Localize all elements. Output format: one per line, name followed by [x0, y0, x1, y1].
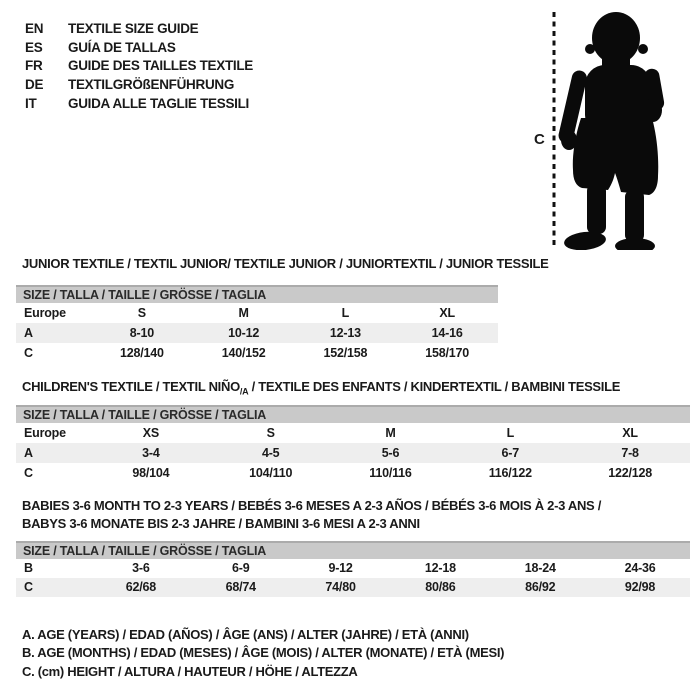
size-cell: S [137, 306, 146, 320]
value-cell: 6-7 [501, 446, 520, 460]
size-header-bar: SIZE / TALLA / TAILLE / GRÖSSE / TAGLIA [16, 541, 690, 559]
legend-line-a: A. AGE (YEARS) / EDAD (AÑOS) / ÂGE (ANS) / ALTER (JAHRE) / ETÀ (ANNI) [22, 627, 469, 642]
lang-code: FR [25, 58, 43, 74]
lang-row-fr [25, 57, 253, 76]
toddler-silhouette [557, 12, 665, 250]
value-cell: 104/110 [249, 466, 293, 480]
table-row-age [16, 443, 690, 463]
size-header-bar: SIZE / TALLA / TAILLE / GRÖSSE / TAGLIA [16, 285, 498, 303]
value-cell: 9-12 [328, 561, 353, 575]
size-cell: S [266, 426, 275, 440]
table-row-height [16, 463, 690, 483]
table-row-age [16, 323, 498, 343]
value-cell: 140/152 [221, 346, 266, 360]
lang-code: ES [25, 39, 43, 55]
children-title-sub: /A [239, 386, 249, 397]
value-cell: 86/92 [525, 580, 556, 594]
lang-row-it [25, 95, 253, 114]
value-cell: 6-9 [232, 561, 250, 575]
table-row-height [16, 578, 690, 597]
size-cell: XS [142, 426, 160, 440]
lang-code: IT [25, 95, 37, 111]
lang-title: TEXTILGRÖßENFÜHRUNG [68, 77, 235, 93]
value-cell: 8-10 [129, 326, 154, 340]
value-cell: 116/122 [488, 466, 532, 480]
size-header-bar: SIZE / TALLA / TAILLE / GRÖSSE / TAGLIA [16, 405, 690, 423]
children-title-rest: / TEXTILE DES ENFANTS / KINDERTEXTIL / BAMBINI TESSILE [248, 379, 621, 394]
value-cell: 128/140 [119, 346, 164, 360]
table-row-months [16, 559, 690, 578]
value-cell: 122/128 [608, 466, 652, 480]
legend-line-b: B. AGE (MONTHS) / EDAD (MESES) / ÂGE (MOIS) / ALTER (MONATE) / ETÀ (MESI) [22, 645, 505, 661]
row-label: A [24, 326, 33, 340]
row-label: C [24, 466, 33, 480]
lang-title: GUÍA DE TALLAS [68, 39, 176, 55]
children-title-main: CHILDREN'S TEXTILE / TEXTIL NIÑO [22, 379, 240, 394]
height-measure-label: C [534, 131, 545, 148]
row-label: Europe [24, 306, 66, 320]
value-cell: 7-8 [621, 446, 639, 460]
row-label: B [24, 561, 33, 575]
junior-section-title: JUNIOR TEXTILE / TEXTIL JUNIOR/ TEXTILE JUNIOR / JUNIORTEXTIL / JUNIOR TESSILE [22, 256, 549, 271]
row-label: A [24, 446, 33, 460]
lang-title: GUIDA ALLE TAGLIE TESSILI [68, 95, 249, 111]
value-cell: 98/104 [132, 466, 170, 480]
size-cell: M [385, 426, 396, 440]
children-size-table [16, 405, 690, 483]
value-cell: 5-6 [381, 446, 400, 460]
value-cell: 24-36 [624, 561, 656, 575]
toddler-silhouette-svg [528, 8, 700, 250]
value-cell: 158/170 [425, 346, 470, 360]
value-cell: 3-4 [142, 446, 160, 460]
size-cell: M [238, 306, 249, 320]
row-label: Europe [24, 426, 66, 440]
legend-line-c: C. (cm) HEIGHT / ALTURA / HAUTEUR / HÖHE / ALTEZZA [22, 663, 358, 679]
lang-code: EN [25, 21, 44, 36]
value-cell: 62/68 [125, 580, 157, 594]
lang-row-es [25, 39, 253, 58]
children-section-title [22, 379, 620, 397]
value-cell: 110/116 [369, 466, 412, 480]
babies-title-line1: BABIES 3-6 MONTH TO 2-3 YEARS / BEBÉS 3-6 MESES A 2-3 AÑOS / BÉBÉS 3-6 MOIS À 2-3 ANS / [22, 498, 602, 513]
value-cell: 3-6 [132, 561, 150, 575]
table-row-europe [16, 303, 498, 323]
size-cell: L [506, 426, 514, 440]
lang-row-de [25, 76, 253, 95]
value-cell: 74/80 [325, 580, 356, 594]
value-cell: 80/86 [425, 580, 456, 594]
row-label: C [24, 580, 33, 594]
lang-title: TEXTILE SIZE GUIDE [68, 21, 199, 36]
table-row-europe [16, 423, 690, 443]
toddler-height-figure [528, 8, 700, 250]
value-cell: 152/158 [323, 346, 368, 360]
babies-size-table [16, 541, 690, 597]
value-cell: 4-5 [261, 446, 280, 460]
language-title-list [25, 20, 253, 114]
value-cell: 68/74 [225, 580, 256, 594]
lang-title: GUIDE DES TAILLES TEXTILE [68, 58, 254, 74]
size-cell: XL [439, 306, 455, 320]
row-label: C [24, 346, 33, 360]
lang-code: DE [25, 77, 44, 93]
junior-size-table [16, 285, 498, 363]
value-cell: 12-13 [329, 326, 361, 340]
size-cell: L [341, 306, 350, 320]
value-cell: 12-18 [424, 561, 456, 575]
value-cell: 14-16 [431, 326, 463, 340]
value-cell: 92/98 [624, 580, 656, 594]
size-cell: XL [622, 426, 638, 440]
babies-section-title [22, 497, 601, 532]
babies-title-line2: BABYS 3-6 MONATE BIS 2-3 JAHRE / BAMBINI 3-6 MESI A 2-3 ANNI [22, 515, 420, 531]
value-cell: 18-24 [524, 561, 556, 575]
lang-row-en [25, 20, 253, 39]
table-row-height [16, 343, 498, 363]
value-cell: 10-12 [228, 326, 260, 340]
measurement-legend [22, 626, 504, 681]
